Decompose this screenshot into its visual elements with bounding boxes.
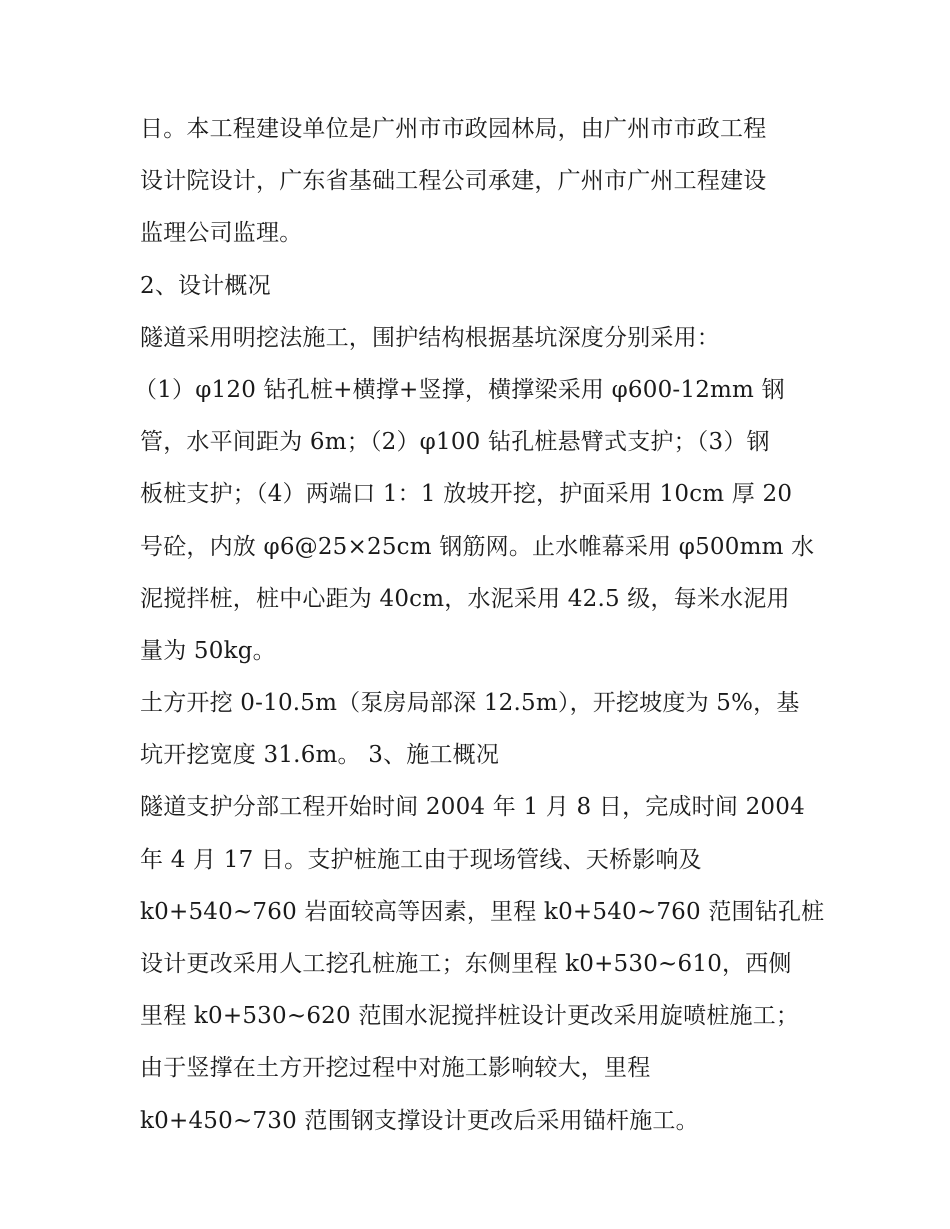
text-line: 量为 50kg。 (140, 637, 276, 664)
text-line: 设计院设计，广东省基础工程公司承建，广州市广州工程建设 (140, 168, 767, 195)
text-line: 土方开挖 0-10.5m（泵房局部深 12.5m），开挖坡度为 5%，基 (140, 690, 800, 717)
document-body (134, 110, 825, 1154)
text-line: 隧道采用明挖法施工，围护结构根据基坑深度分别采用： (140, 324, 720, 351)
text-line: 板桩支护；（4）两端口 1：1 放坡开挖，护面采用 10cm 厚 20 (140, 481, 793, 508)
text-line: 监理公司监理。 (140, 220, 303, 247)
text-line: 日。本工程建设单位是广州市市政园林局，由广州市市政工程 (140, 116, 767, 142)
text-line: 由于竖撑在土方开挖过程中对施工影响较大，里程 (140, 1055, 651, 1082)
text-line: 隧道支护分部工程开始时间 2004 年 1 月 8 日，完成时间 2004 (140, 794, 805, 821)
text-line: 年 4 月 17 日。支护桩施工由于现场管线、天桥影响及 (140, 846, 702, 873)
text-line: 坑开挖宽度 31.6m。 3、施工概况 (140, 742, 500, 769)
text-line: k0+540~760 岩面较高等因素，里程 k0+540~760 范围钻孔桩 (140, 898, 825, 925)
text-line: 号砼，内放 φ6@25×25cm 钢筋网。止水帷幕采用 φ500mm 水 (140, 533, 815, 560)
text-line: 泥搅拌桩，桩中心距为 40cm，水泥采用 42.5 级，每米水泥用 (140, 585, 790, 612)
text-line: 里程 k0+530~620 范围水泥搅拌桩设计更改采用旋喷桩施工； (140, 1003, 800, 1030)
text-line: 设计更改采用人工挖孔桩施工；东侧里程 k0+530~610，西侧 (140, 951, 792, 977)
section-heading: 2、设计概况 (140, 272, 271, 299)
text-line: （1）φ120 钻孔桩+横撑+竖撑，横撑梁采用 φ600-12mm 钢 (134, 376, 785, 403)
text-line: k0+450~730 范围钢支撑设计更改后采用锚杆施工。 (140, 1107, 699, 1134)
text-line: 管，水平间距为 6m；（2）φ100 钻孔桩悬臂式支护；（3）钢 (140, 429, 770, 456)
